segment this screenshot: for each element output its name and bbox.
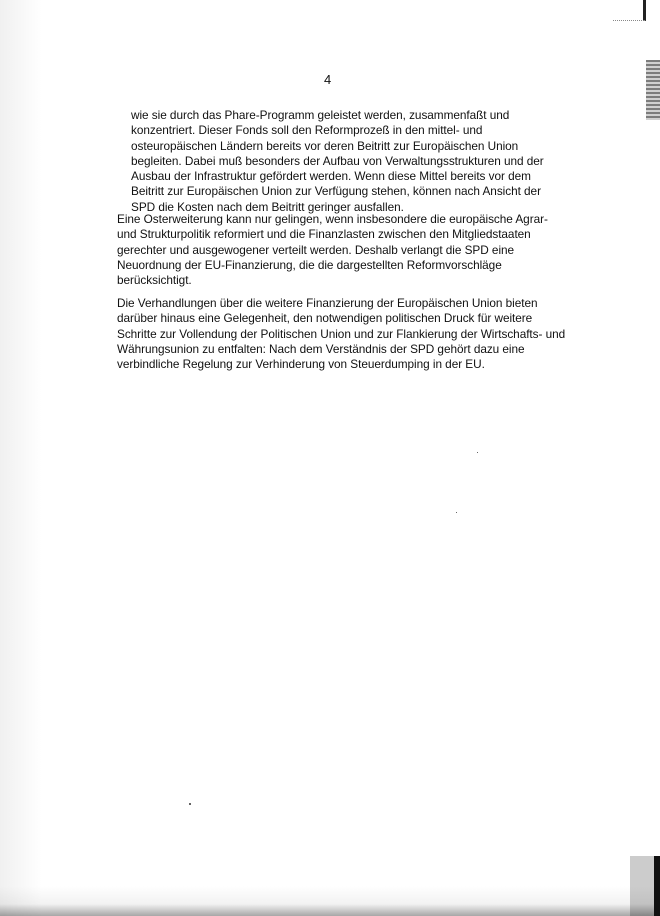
paragraph: [117, 212, 562, 288]
text-line: berücksichtigt.: [117, 273, 192, 288]
text-line: Neuordnung der EU-Finanzierung, die die dargestellten Reformvorschläge: [117, 257, 502, 272]
text-line: osteuropäischen Ländern bereits vor deren Beitritt zur Europäischen Union: [131, 138, 519, 153]
text-line: gerechter und ausgewogener verteilt werden. Deshalb verlangt die SPD eine: [117, 242, 515, 257]
scan-speck: [477, 452, 478, 453]
text-line: darüber hinaus eine Gelegenheit, den notwendigen politischen Druck für weitere: [117, 311, 533, 326]
scan-mark-top-right: [613, 0, 646, 21]
text-line: Beitritt zur Europäischen Union zur Verfügung stehen, können nach Ansicht der: [131, 184, 541, 199]
scan-shadow-left: [0, 0, 42, 916]
scan-speck: [456, 512, 457, 513]
paragraph: [131, 108, 561, 215]
paragraph: [117, 296, 566, 372]
text-line: und Strukturpolitik reformiert und die Finanzlasten zwischen den Mitgliedstaaten: [117, 227, 531, 242]
text-line: wie sie durch das Phare-Programm geleistet werden, zusammenfaßt und: [131, 108, 510, 122]
text-line: Währungsunion zu entfalten: Nach dem Verständnis der SPD gehört dazu eine: [117, 341, 525, 356]
text-line: verbindliche Regelung zur Verhinderung von Steuerdumping in der EU.: [117, 357, 485, 372]
text-line: Schritte zur Vollendung der Politischen Union und zur Flankierung der Wirtschafts- und: [117, 326, 566, 341]
scan-mark-right: [646, 60, 660, 120]
scan-shadow-bottom: [0, 886, 660, 916]
text-line: begleiten. Dabei muß besonders der Aufbau von Verwaltungsstrukturen und der: [131, 153, 544, 168]
text-line: Die Verhandlungen über die weitere Finanzierung der Europäischen Union bieten: [117, 296, 538, 310]
scan-speck: [189, 803, 191, 805]
text-line: konzentriert. Dieser Fonds soll den Reformprozeß in den mittel- und: [131, 123, 483, 138]
page-number: 4: [324, 72, 332, 87]
text-line: Eine Osterweiterung kann nur gelingen, wenn insbesondere die europäische Agrar-: [117, 212, 548, 226]
scan-mark-bottom-right: [630, 856, 660, 916]
text-line: Ausbau der Infrastruktur gefördert werden. Wenn diese Mittel bereits vor dem: [131, 169, 531, 184]
text-line: SPD die Kosten nach dem Beitritt geringer ausfallen.: [131, 199, 404, 214]
